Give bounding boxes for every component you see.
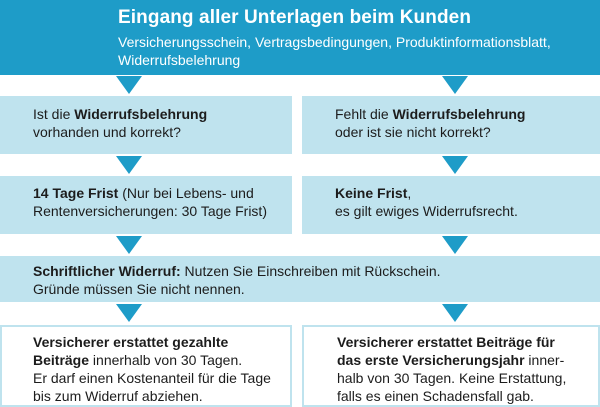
header-subtitle: Versicherungsschein, Vertragsbedingungen, Produktinformationsblatt, Widerrufsbelehrung [118,34,551,68]
arrow-down-icon [116,236,142,254]
question-left [0,96,292,154]
question-left-bold: Widerrufsbelehrung [74,106,208,122]
result-left-text4: bis zum Widerruf abziehen. [33,388,203,404]
header-box [0,0,600,75]
question-right-bold: Widerrufsbelehrung [392,106,526,122]
result-right-bold1: Versicherer erstattet Beiträge für [337,334,555,350]
question-right [302,96,600,154]
frist-left [0,176,292,234]
frist-left-bold: 14 Tage Frist [33,185,119,201]
arrow-down-icon [442,76,468,94]
frist-right [302,176,600,234]
frist-left-text2: Rentenversicherungen: 30 Tage Frist) [33,203,267,219]
result-left-text3: Er darf einen Kostenanteil für die Tage [33,370,271,386]
result-right-text3: halb von 30 Tagen. Keine Erstattung, [337,370,567,386]
arrow-down-icon [442,236,468,254]
arrow-down-icon [442,156,468,174]
result-right-bold2: das erste Versicherungsjahr [337,352,525,368]
header-title: Eingang aller Unterlagen beim Kunden [118,7,472,28]
arrow-down-icon [116,304,142,322]
result-right-text2: inner- [524,352,565,368]
result-left-text2: innerhalb von 30 Tagen. [89,352,243,368]
result-left [0,325,292,407]
result-left-bold1: Versicherer erstattet gezahlte [33,334,229,350]
arrow-down-icon [442,304,468,322]
frist-right-text1: , [407,185,412,201]
widerruf-text1: Nutzen Sie Einschreiben mit Rückschein. [180,263,441,279]
result-right-text4: falls es einen Schadensfall gab. [337,388,534,404]
result-right [302,325,600,407]
arrow-down-icon [116,156,142,174]
question-right-suffix: oder ist sie nicht korrekt? [335,124,491,140]
question-left-prefix: Ist die [33,106,75,122]
question-right-prefix: Fehlt die [335,106,393,122]
frist-right-text2: es gilt ewiges Widerrufsrecht. [335,203,518,219]
widerruf-box [0,256,600,302]
arrow-down-icon [116,76,142,94]
question-left-suffix: vorhanden und korrekt? [33,124,181,140]
result-left-bold2: Beiträge [33,352,90,368]
widerruf-bold: Schriftlicher Widerruf: [33,263,181,279]
frist-left-text1: (Nur bei Lebens- und [118,185,254,201]
frist-right-bold: Keine Frist [335,185,408,201]
widerruf-text2: Gründe müssen Sie nicht nennen. [33,281,245,297]
